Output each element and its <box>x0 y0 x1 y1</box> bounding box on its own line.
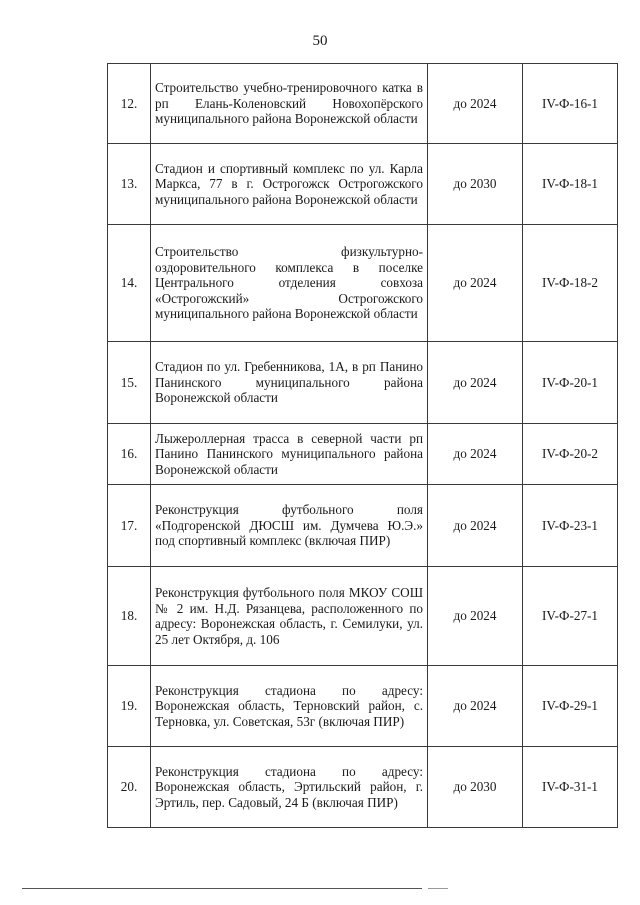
object-code: IV-Ф-23-1 <box>523 485 618 567</box>
object-code: IV-Ф-18-2 <box>523 225 618 342</box>
footer-rule-fragment <box>428 888 448 889</box>
deadline: до 2024 <box>428 342 523 424</box>
object-name: Лыжероллерная трасса в северной части рп Панино Панинского муниципального района Воронежской области <box>151 424 428 485</box>
object-name: Реконструкция футбольного поля «Подгоренской ДЮСШ им. Думчева Ю.Э.» под спортивный комплекс (включая ПИР) <box>151 485 428 567</box>
object-name: Стадион и спортивный комплекс по ул. Карла Маркса, 77 в г. Острогожск Острогожского муниципального района Воронежской области <box>151 144 428 225</box>
table-row <box>108 64 618 144</box>
deadline: до 2024 <box>428 225 523 342</box>
deadline: до 2030 <box>428 747 523 828</box>
object-code: IV-Ф-27-1 <box>523 567 618 666</box>
deadline: до 2024 <box>428 424 523 485</box>
row-number: 15. <box>108 342 151 424</box>
object-name: Стадион по ул. Гребенникова, 1А, в рп Панино Панинского муниципального района Воронежской области <box>151 342 428 424</box>
row-number: 20. <box>108 747 151 828</box>
table-row <box>108 485 618 567</box>
table-row <box>108 225 618 342</box>
object-code: IV-Ф-20-2 <box>523 424 618 485</box>
deadline: до 2024 <box>428 64 523 144</box>
table-row <box>108 666 618 747</box>
row-number: 13. <box>108 144 151 225</box>
deadline: до 2024 <box>428 666 523 747</box>
object-code: IV-Ф-29-1 <box>523 666 618 747</box>
row-number: 14. <box>108 225 151 342</box>
deadline: до 2024 <box>428 485 523 567</box>
object-name: Реконструкция стадиона по адресу: Воронежская область, Эртильский район, г. Эртиль, пер. Садовый, 24 Б (включая ПИР) <box>151 747 428 828</box>
table-row <box>108 342 618 424</box>
object-code: IV-Ф-18-1 <box>523 144 618 225</box>
row-number: 18. <box>108 567 151 666</box>
object-name: Строительство физкультурно-оздоровительного комплекса в поселке Центрального отделения совхоза «Острогожский» Острогожского муниципального района Воронежской области <box>151 225 428 342</box>
object-code: IV-Ф-31-1 <box>523 747 618 828</box>
row-number: 19. <box>108 666 151 747</box>
object-code: IV-Ф-16-1 <box>523 64 618 144</box>
table-row <box>108 424 618 485</box>
projects-table-body <box>108 64 618 828</box>
projects-table <box>107 63 618 828</box>
row-number: 17. <box>108 485 151 567</box>
row-number: 12. <box>108 64 151 144</box>
row-number: 16. <box>108 424 151 485</box>
object-name: Реконструкция футбольного поля МКОУ СОШ № 2 им. Н.Д. Рязанцева, расположенного по адресу: Воронежская область, г. Семилуки, ул. 25 лет Октября, д. 106 <box>151 567 428 666</box>
deadline: до 2024 <box>428 567 523 666</box>
page-number: 50 <box>312 33 328 49</box>
deadline: до 2030 <box>428 144 523 225</box>
table-row <box>108 747 618 828</box>
table-row <box>108 567 618 666</box>
object-name: Реконструкция стадиона по адресу: Воронежская область, Терновский район, с. Терновка, ул. Советская, 53г (включая ПИР) <box>151 666 428 747</box>
object-code: IV-Ф-20-1 <box>523 342 618 424</box>
table-row <box>108 144 618 225</box>
object-name: Строительство учебно-тренировочного катка в рп Елань-Коленовский Новохопёрского муниципального района Воронежской области <box>151 64 428 144</box>
footer-rule <box>22 888 422 889</box>
